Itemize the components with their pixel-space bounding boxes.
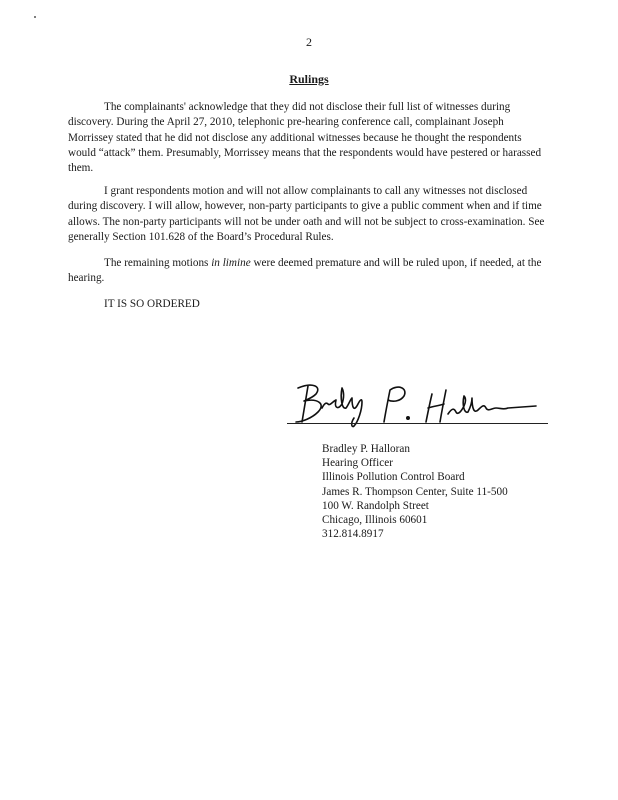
- paragraph-text-after: were deemed premature and will be ruled upon, if needed, at the hearing.: [68, 257, 542, 285]
- signature-block: [322, 442, 508, 541]
- address-line-1: James R. Thompson Center, Suite 11-500: [322, 485, 508, 498]
- phone-number: 312.814.8917: [322, 528, 384, 541]
- paragraph-text-before: The remaining motions: [104, 257, 212, 269]
- page-number: 2: [306, 35, 312, 49]
- signer-name: Bradley P. Halloran: [322, 443, 410, 455]
- signature-line: [287, 423, 548, 424]
- paragraph-ruling: I grant respondents motion and will not allow complainants to call any witnesses not disclosed during discovery. I will allow, however, non-party participants to give a public comment when and if time allows. The non-party participants will not be under oath and will not be subject to cross-examination. See generally Section 101.628 of the Board’s Procedural Rules.: [68, 185, 545, 243]
- signer-agency: Illinois Pollution Control Board: [322, 471, 465, 484]
- section-heading: Rulings: [289, 72, 329, 86]
- paragraph-remaining-motions: [68, 256, 546, 287]
- signer-title: Hearing Officer: [322, 457, 393, 470]
- scan-artifact: [34, 16, 36, 18]
- address-line-2: 100 W. Randolph Street: [322, 499, 429, 512]
- paragraph-emphasis: in limine: [211, 257, 251, 269]
- order-statement: IT IS SO ORDERED: [104, 298, 200, 310]
- paragraph-witnesses: The complainants' acknowledge that they did not disclose their full list of witnesses during discovery. During the April 27, 2010, telephonic pre-hearing conference call, complainant Joseph Morrissey stated that he did not disclose any additional witnesses because he thought the respondents would “attack” them. Presumably, Morrissey means that the respondents would have pestered or harassed them.: [68, 101, 542, 175]
- address-city: Chicago, Illinois 60601: [322, 514, 428, 527]
